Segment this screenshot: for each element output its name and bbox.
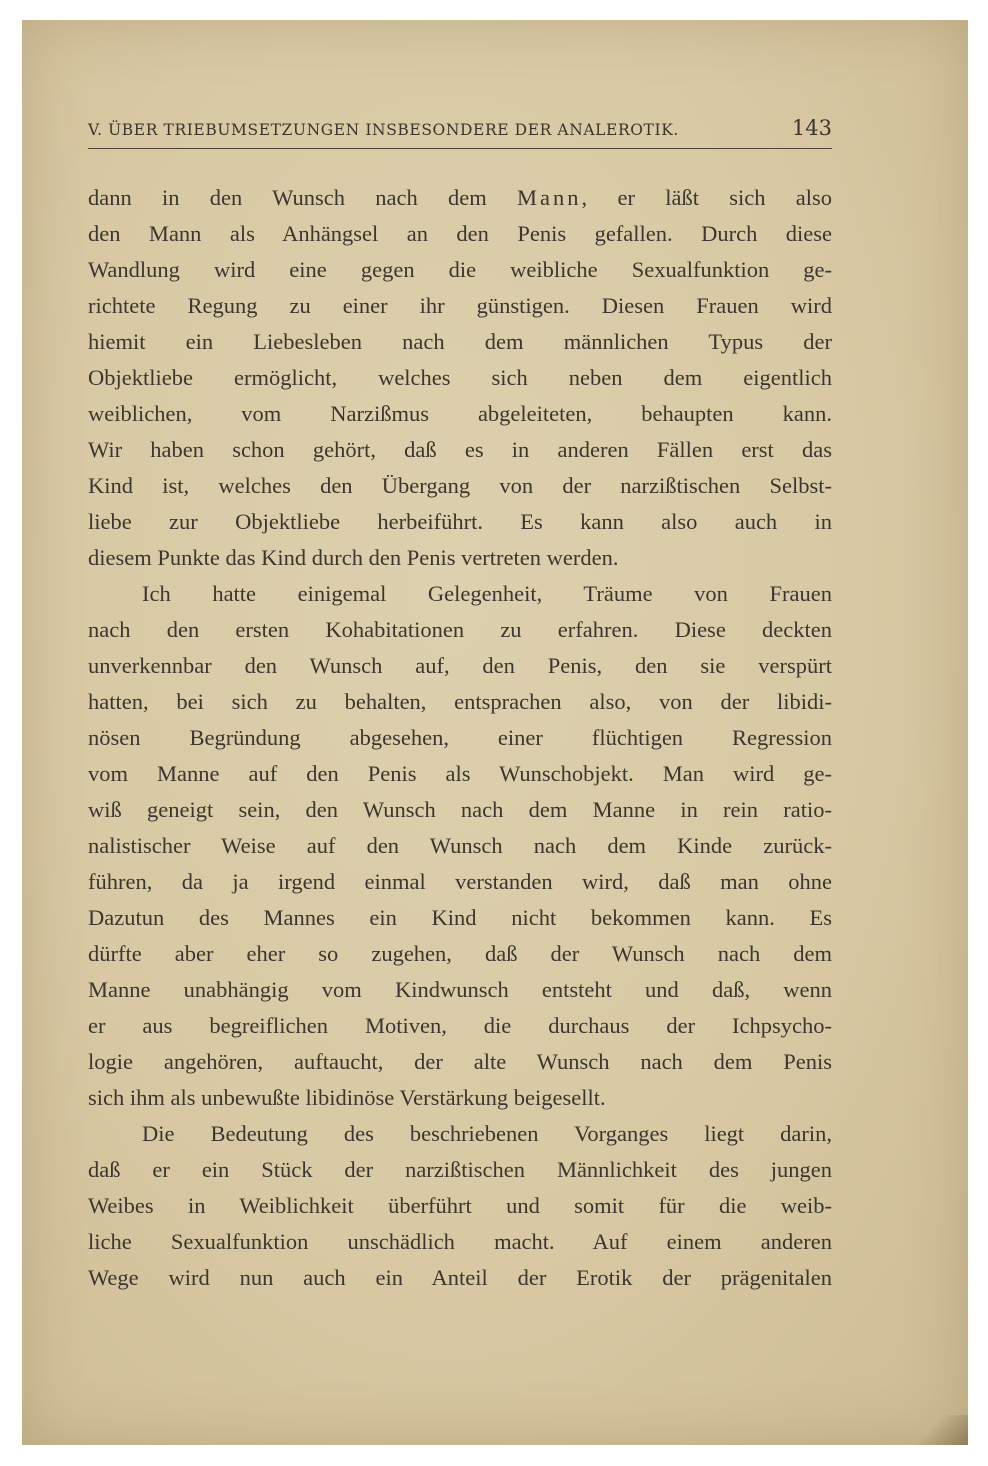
text-line: Manne unabhängig vom Kindwunsch entsteht und daß, wenn (88, 977, 832, 1002)
text-line: hatten, bei sich zu behalten, entsprachen also, von der libidi- (88, 689, 832, 714)
text-line: liebe zur Objektliebe herbeiführt. Es kann also auch in (88, 509, 832, 534)
text-segment: , er läßt sich also (581, 185, 832, 210)
text-line: hiemit ein Liebesleben nach dem männlichen Typus der (88, 329, 832, 354)
text-line: weiblichen, vom Narzißmus abgeleiteten, behaupten kann. (88, 401, 832, 426)
body-text (88, 180, 832, 1296)
book-page (22, 20, 968, 1445)
text-line: vom Manne auf den Penis als Wunschobjekt. Man wird ge- (88, 761, 832, 786)
text-line: wiß geneigt sein, den Wunsch nach dem Manne in rein ratio- (88, 797, 832, 822)
text-line: sich ihm als unbewußte libidinöse Verstärkung beigesellt. (88, 1085, 606, 1110)
text-line: Die Bedeutung des beschriebenen Vorganges liegt darin, (142, 1121, 832, 1146)
text-line: nösen Begründung abgesehen, einer flüchtigen Regression (88, 725, 832, 750)
text-line: er aus begreiflichen Motiven, die durchaus der Ichpsycho- (88, 1013, 832, 1038)
text-line: richtete Regung zu einer ihr günstigen. Diesen Frauen wird (88, 293, 832, 318)
text-segment: dann in den Wunsch nach dem (88, 185, 518, 210)
page-number: 143 (791, 116, 832, 140)
text-line: Dazutun des Mannes ein Kind nicht bekommen kann. Es (88, 905, 832, 930)
text-line: nalistischer Weise auf den Wunsch nach dem Kinde zurück- (88, 833, 832, 858)
text-line (88, 180, 832, 216)
text-line: Objektliebe ermöglicht, welches sich neben dem eigentlich (88, 365, 832, 390)
text-line: den Mann als Anhängsel an den Penis gefallen. Durch diese (88, 221, 832, 246)
text-line: logie angehören, auftaucht, der alte Wunsch nach dem Penis (88, 1049, 832, 1074)
text-line: Wege wird nun auch ein Anteil der Erotik der prägenitalen (88, 1265, 832, 1290)
text-line: führen, da ja irgend einmal verstanden wird, daß man ohne (88, 869, 832, 894)
text-line: unverkennbar den Wunsch auf, den Penis, den sie verspürt (88, 653, 832, 678)
text-line: Wandlung wird eine gegen die weibliche Sexualfunktion ge- (88, 257, 832, 282)
page-header (88, 116, 832, 149)
text-line: Kind ist, welches den Übergang von der narzißtischen Selbst- (88, 473, 832, 498)
emphasized-word: Mann (517, 185, 582, 210)
text-line: Wir haben schon gehört, daß es in anderen Fällen erst das (88, 437, 832, 462)
running-title: V. ÜBER TRIEBUMSETZUNGEN INSBESONDERE DER ANALEROTIK. (88, 121, 679, 139)
text-line: diesem Punkte das Kind durch den Penis vertreten werden. (88, 545, 619, 570)
text-line: Ich hatte einigemal Gelegenheit, Träume von Frauen (142, 581, 832, 606)
text-line: nach den ersten Kohabitationen zu erfahren. Diese deckten (88, 617, 832, 642)
text-line: liche Sexualfunktion unschädlich macht. Auf einem anderen (88, 1229, 832, 1254)
text-line: dürfte aber eher so zugehen, daß der Wunsch nach dem (88, 941, 832, 966)
text-line: Weibes in Weiblichkeit überführt und somit für die weib- (88, 1193, 832, 1218)
text-line: daß er ein Stück der narzißtischen Männlichkeit des jungen (88, 1157, 832, 1182)
